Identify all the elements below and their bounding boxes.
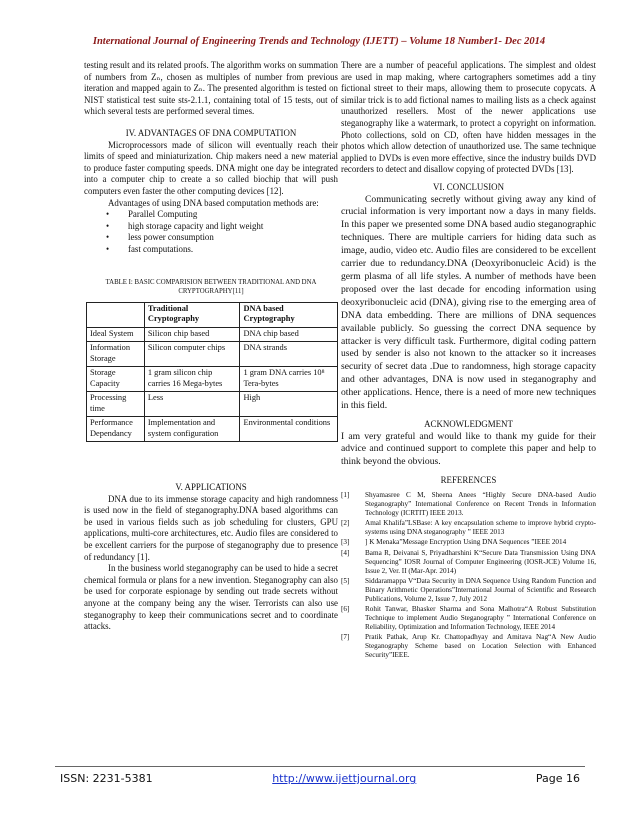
section-6-heading: VI. CONCLUSION bbox=[433, 181, 504, 192]
table-cell: Less bbox=[144, 392, 240, 417]
reference-text: Shyamasree C M, Sheena Anees “Highly Secure DNA-based Audio Steganography” International Conference on Recent Trends in Information Technology (ICRTIT) IEEE 2013. bbox=[365, 490, 596, 517]
conclusion-paragraph: Communicating secretly without giving away any kind of crucial information is very important now a days in many fields. In this paper we presented some DNA based audio steganographic techniques. There are multiple carriers for hiding data such as image, audio, video etc. Audio files are considered to be excellent carrier due to redundancy.DNA (Deoxyribonucleic Acid) is the germ plasma of all life styles. A number of methods have been proposed over the last decade for encoding information using deoxyribonucleic acid (DNA), giving rise to the emerging area of DNA data embedding. There are millions of DNA sequences available publicly. So guessing the correct DNA sequence by attacker is very difficult task. Furthermore, digital coding pattern used by sender is also not known to the attacker so it increases security of secret data .Due to randomness, high storage capacity and other advantages, DNA is now used in steganography and other applications. Hence, there is a need of more new techniques in this field. bbox=[341, 193, 596, 412]
reference-item bbox=[341, 549, 596, 576]
table-header-cell: DNA based Cryptography bbox=[240, 302, 338, 327]
table-row bbox=[87, 392, 338, 417]
table-cell: High bbox=[240, 392, 338, 417]
reference-number: [4] bbox=[341, 548, 350, 557]
table-cell: 1 gram DNA carries 10⁸ Tera-bytes bbox=[240, 367, 338, 392]
table-row bbox=[87, 327, 338, 342]
table-cell: Storage Capacity bbox=[87, 367, 145, 392]
right-column bbox=[341, 60, 596, 662]
table-cell: DNA chip based bbox=[240, 327, 338, 342]
reference-number: [2] bbox=[341, 519, 350, 528]
reference-number: [5] bbox=[341, 577, 350, 585]
list-item: • fast computations. bbox=[106, 244, 338, 256]
reference-item bbox=[341, 491, 596, 518]
section-4-paragraph-1: Microprocessors made of silicon will eventually reach their limits of speed and miniaturization. Chip makers need a new material to produce faster computing speeds. DNA might one day be integrated into a computer chip to create a so called biochip that will push computers even faster the other computing devices [12]. bbox=[84, 139, 338, 196]
journal-website-link[interactable]: http://www.ijettjournal.org bbox=[272, 772, 417, 785]
left-column bbox=[84, 60, 338, 633]
reference-item bbox=[341, 519, 596, 537]
advantages-list bbox=[106, 209, 338, 255]
list-item: • less power consumption bbox=[106, 232, 338, 244]
reference-text: Amal Khalifa”LSBase: A key encapsulation scheme to improve hybrid crypto-systems using DNA steganography ” IEEE 2013 bbox=[365, 519, 596, 536]
reference-item bbox=[341, 538, 596, 547]
table-cell bbox=[87, 302, 145, 327]
right-paragraph-intro: There are a number of peaceful applications. The simplest and oldest are used in map making, where cartographers sometimes add a tiny fictional street to their maps, allowing them to prosecute copycats. A similar trick is to add fictional names to mailing lists as a check against unauthorized resellers. Most of the newer applications use steganography like a watermark, to protect a copyright on information. Photo collections, sold on CD, often have hidden messages in the photos which allow detection of unauthorized use. The same technique applied to DVDs is even more effective, since the industry builds DVD recorders to detect and disallow copying of protected DVDs [13]. bbox=[341, 60, 596, 175]
footer-divider bbox=[55, 766, 585, 767]
reference-item bbox=[341, 605, 596, 632]
section-5-heading: V. APPLICATIONS bbox=[175, 482, 247, 492]
table-row bbox=[87, 342, 338, 367]
reference-text: Bama R, Deivanai S, Priyadharshini K“Secure Data Transmission Using DNA Sequencing” IOSR Journal of Computer Engineering (IOSR-JCE) Volume 16, Issue 2, Ver. II (Mar-Apr. 2014) bbox=[365, 548, 596, 575]
table-caption: TABLE I: BASIC COMPARISION BETWEEN TRADITIONAL AND DNA CRYPTOGRAPHY[11] bbox=[105, 278, 317, 295]
comparison-table bbox=[86, 302, 338, 443]
section-4-paragraph-2: Advantages of using DNA based computation methods are: bbox=[108, 197, 319, 208]
issn-label: ISSN: 2231-5381 bbox=[60, 772, 153, 785]
reference-number: [1] bbox=[341, 490, 350, 499]
acknowledgment-heading: ACKNOWLEDGMENT bbox=[424, 418, 513, 429]
list-item: • Parallel Computing bbox=[106, 209, 338, 221]
acknowledgment-paragraph: I am very grateful and would like to thank my guide for their advice and continued support to complete this paper and help to think beyond the obvious. bbox=[341, 430, 596, 468]
table-cell: DNA strands bbox=[240, 342, 338, 367]
table-row bbox=[87, 417, 338, 442]
left-paragraph-intro: testing result and its related proofs. The algorithm works on summation of numbers from Zₙ, chosen as multiples of number from previous iteration and mapped again to Zₙ. The presented algorithm is tested on NIST statistical test suite sts-2.1.1, containing total of 15 tests, out of which several tests are performed several times. bbox=[84, 60, 338, 117]
table-cell: Performance Dependancy bbox=[87, 417, 145, 442]
reference-text: Rohit Tanwar, Bhasker Sharma and Sona Malhotra“A Robust Substitution Technique to implement Audio Steganography ” International Conference on Reliability, Optimization and Information Technology, IEEE 2014 bbox=[365, 605, 596, 632]
section-4-heading: IV. ADVANTAGES OF DNA COMPUTATION bbox=[125, 127, 297, 138]
table-cell: Implementation and system configuration bbox=[144, 417, 240, 442]
section-5-paragraph-2: In the business world steganography can be used to hide a secret chemical formula or plans for a new invention. Steganography can also be used for corporate espionage by sending out trade secrets without anyone at the company being any the wiser. Terrorists can also use steganography to keep their communications secret and to coordinate attacks. bbox=[84, 563, 338, 632]
section-5-paragraph-1: DNA due to its immense storage capacity and high randomness is used now in the field of steganography.DNA based algorithms can be used in various fields such as job scheduling for clusters, GPU applications, multi-core architectures, etc. Audio files are considered to be excellent carriers for the purpose of steganography due to presence of redundancy [1]. bbox=[84, 493, 338, 562]
table-header-cell: Traditional Cryptography bbox=[144, 302, 240, 327]
table-cell: 1 gram silicon chip carries 16 Mega-bytes bbox=[144, 367, 240, 392]
references-list bbox=[341, 491, 596, 660]
reference-text: Pratik Pathak, Arup Kr. Chattopadhyay and Amitava Nag“A New Audio Steganography Scheme based on Location Selection with Enhanced Security”IEEE. bbox=[365, 633, 596, 660]
journal-header: International Journal of Engineering Trends and Technology (IJETT) – Volume 18 Number1- Dec 2014 bbox=[92, 36, 546, 47]
reference-number: [3] bbox=[341, 538, 350, 547]
page-number: Page 16 bbox=[535, 772, 580, 785]
table-cell: Silicon computer chips bbox=[144, 342, 240, 367]
reference-text: Siddaramappa V“Data Security in DNA Sequence Using Random Function and Binary Arithmetic Operations”International Journal of Scientific and Research Publications, Volume 2, Issue 7, July 2012 bbox=[365, 577, 596, 603]
reference-number: [6] bbox=[341, 605, 350, 614]
table-cell: Silicon chip based bbox=[144, 327, 240, 342]
references-heading: REFERENCES bbox=[440, 475, 497, 486]
table-cell: Processing time bbox=[87, 392, 145, 417]
table-cell: Ideal System bbox=[87, 327, 145, 342]
reference-item bbox=[341, 633, 596, 660]
table-header-row bbox=[87, 302, 338, 327]
reference-text: ] K Menaka”Message Encryption Using DNA Sequences ”IEEE 2014 bbox=[365, 538, 567, 547]
page-footer bbox=[60, 772, 580, 785]
reference-number: [7] bbox=[341, 633, 350, 642]
reference-item bbox=[341, 577, 596, 604]
table-cell: Environmental conditions bbox=[240, 417, 338, 442]
list-item: • high storage capacity and light weight bbox=[106, 221, 338, 233]
table-cell: Information Storage bbox=[87, 342, 145, 367]
table-row bbox=[87, 367, 338, 392]
